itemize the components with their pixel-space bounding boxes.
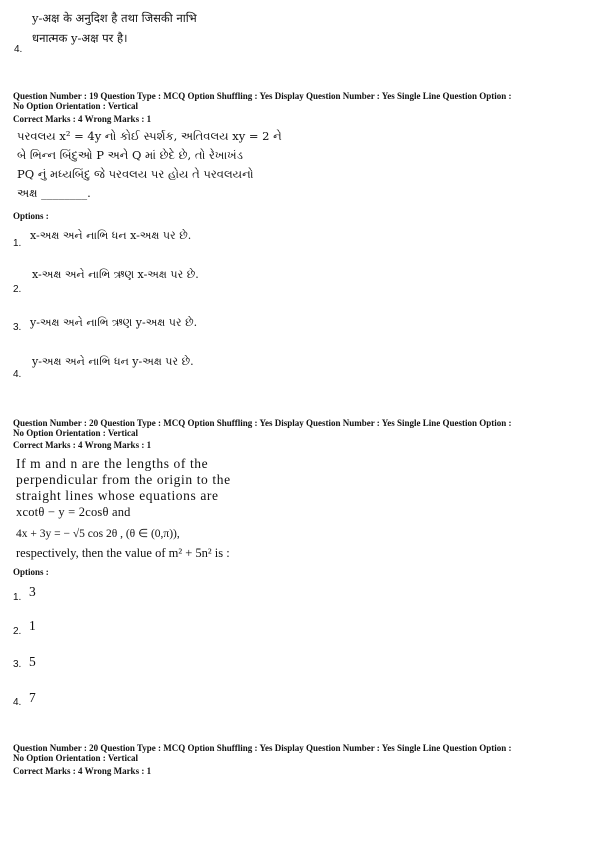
q20-meta-line-1: Question Number : 20 Question Type : MCQ Option Shuffling : Yes Display Question Number : Yes Single Line Question Option :	[13, 418, 512, 428]
q20-option-3-text: 5	[29, 654, 37, 669]
q19-text-line-3: PQ નું મધ્યબિંદુ જે પરવલય પર હોય તે પરવલયનો	[17, 167, 254, 181]
q20-text-line-5: 4x + 3y = − √5 cos 2θ , (θ ∈ (0,π)),	[16, 528, 180, 540]
q20-text-line-4: xcotθ − y = 2cosθ and	[16, 505, 131, 519]
q20-marks: Correct Marks : 4 Wrong Marks : 1	[13, 440, 152, 450]
q20-option-2-text: 1	[29, 618, 37, 633]
q19-meta-line-2: No Option Orientation : Vertical	[13, 101, 138, 111]
q20-text-line-6: respectively, then the value of m² + 5n² is :	[16, 546, 230, 560]
q19-option-3-number: 3.	[13, 322, 22, 333]
q20-option-4-number: 4.	[13, 697, 22, 708]
q20-options-label: Options :	[13, 567, 49, 577]
q19-option-3-text: y-અક્ષ અને નાભિ ઋણ y-અક્ષ પર છે.	[30, 316, 198, 329]
prev-option-text-line-1: y-अक्ष के अनुदिश है तथा जिसकी नाभि	[32, 11, 197, 25]
q19-option-1-text: x-અક્ષ અને નાભિ ધન x-અક્ષ પર છે.	[30, 229, 192, 242]
q19-meta-line-1: Question Number : 19 Question Type : MCQ Option Shuffling : Yes Display Question Number : Yes Single Line Question Option :	[13, 91, 512, 101]
prev-option-text-line-2: धनात्मक y-अक्ष पर है।	[32, 31, 128, 45]
q19-text-line-1: પરવલય x² = 4y નો કોઈ સ્પર્શક, અતિવલય xy = 2 ને	[17, 129, 282, 143]
q19-marks: Correct Marks : 4 Wrong Marks : 1	[13, 114, 152, 124]
q20-option-1-number: 1.	[13, 592, 22, 603]
q19-option-2-text: x-અક્ષ અને નાભિ ઋણ x-અક્ષ પર છે.	[32, 268, 199, 281]
q19-text-line-2: બે ભિન્ન બિંદુઓ P અને Q માં છેદે છે, તો રેખાખંડ	[17, 148, 243, 162]
prev-option-number: 4.	[14, 44, 23, 55]
q20-meta-line-2: No Option Orientation : Vertical	[13, 428, 138, 438]
q20-option-3-number: 3.	[13, 659, 22, 670]
q20-option-1-text: 3	[29, 584, 37, 599]
q19-option-4-number: 4.	[13, 369, 22, 380]
q20b-meta-line-2: No Option Orientation : Vertical	[13, 753, 138, 763]
q20b-marks: Correct Marks : 4 Wrong Marks : 1	[13, 766, 152, 776]
q20-option-4-text: 7	[29, 690, 37, 705]
q19-option-4-text: y-અક્ષ અને નાભિ ધન y-અક્ષ પર છે.	[32, 355, 194, 368]
q19-options-label: Options :	[13, 211, 49, 221]
q20-text-line-3: straight lines whose equations are	[16, 488, 219, 503]
q20-text-line-2: perpendicular from the origin to the	[16, 472, 231, 487]
q20-text-line-1: If m and n are the lengths of the	[16, 456, 209, 471]
q19-text-line-4: અક્ષ ________.	[17, 186, 91, 200]
q19-option-1-number: 1.	[13, 238, 22, 249]
q20-option-2-number: 2.	[13, 626, 22, 637]
q20b-meta-line-1: Question Number : 20 Question Type : MCQ Option Shuffling : Yes Display Question Number : Yes Single Line Question Option :	[13, 743, 512, 753]
q19-option-2-number: 2.	[13, 284, 22, 295]
